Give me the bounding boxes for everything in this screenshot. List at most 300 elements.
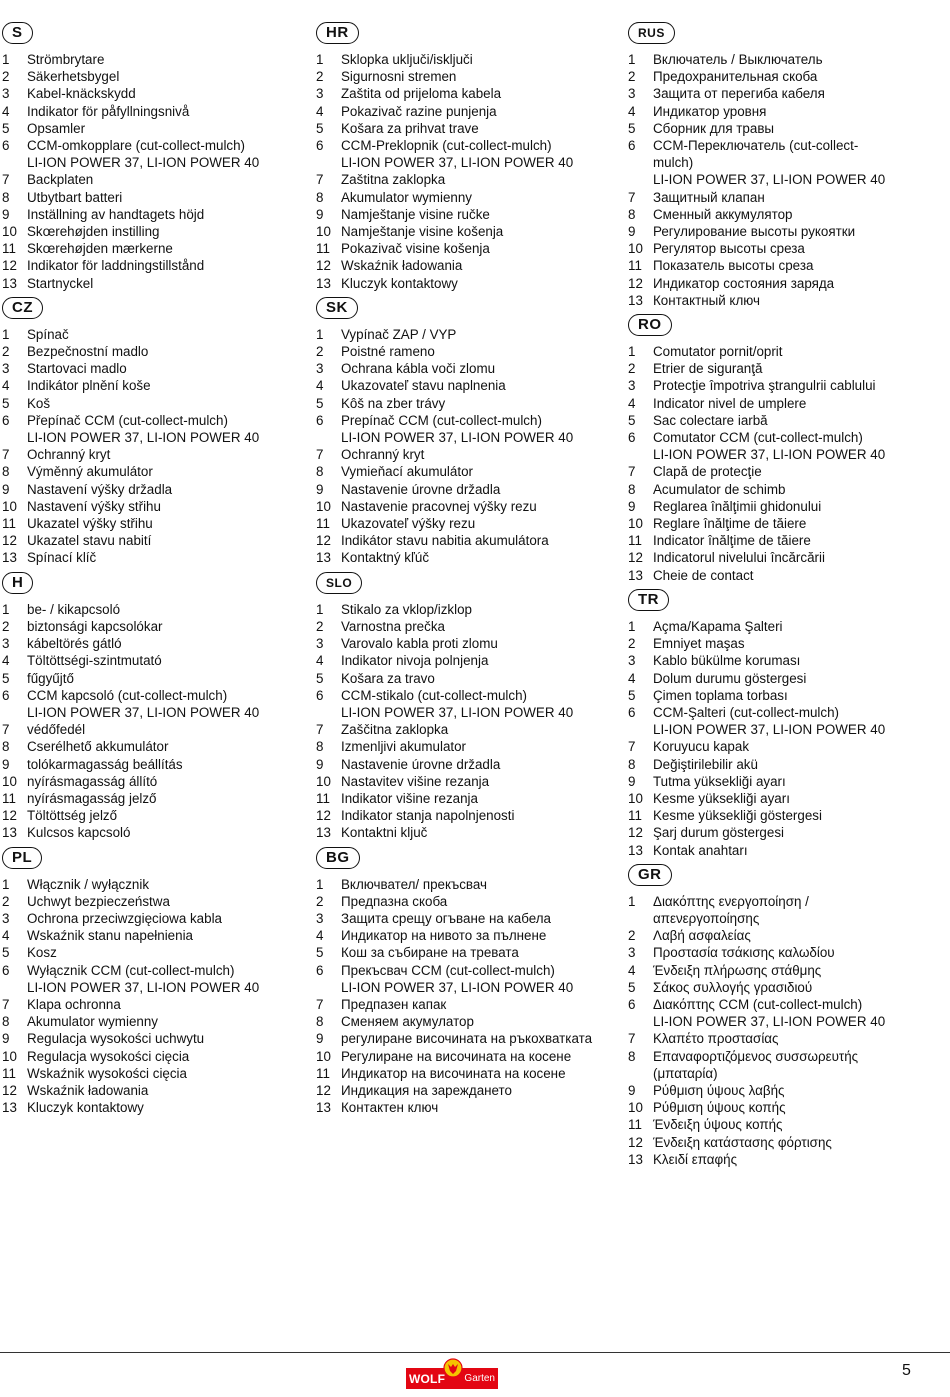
part-label: Dolum durumu göstergesi (653, 670, 807, 686)
part-label: Ένδειξη πλήρωσης στάθμης (653, 962, 822, 978)
part-number: 3 (628, 378, 636, 394)
part-list-item (316, 962, 616, 996)
part-number: 5 (628, 412, 636, 428)
part-number: 12 (316, 533, 331, 549)
wolf-head-icon (443, 1358, 463, 1378)
part-list-item (628, 120, 928, 137)
part-label: Pokazivač visine košenja (341, 241, 490, 257)
part-list-item (316, 120, 616, 137)
part-list-item (316, 412, 616, 446)
part-label: Защитный клапан (653, 189, 765, 205)
part-label: Прекъсвач CCM (cut-collect-mulch) LI-ION POWER 37, LI-ION POWER 40 (341, 962, 574, 995)
column-2 (316, 22, 616, 1121)
part-number: 1 (316, 52, 324, 67)
part-number: 7 (316, 722, 324, 738)
part-number: 12 (628, 825, 643, 841)
language-code-badge: GR (628, 864, 672, 886)
part-list-item (316, 446, 616, 463)
part-list-item (628, 1082, 928, 1099)
part-label: Διακόπτης ενεργοποίηση / απενεργοποίησης (653, 893, 809, 926)
part-label: CCM-omkopplare (cut-collect-mulch) LI-ION POWER 37, LI-ION POWER 40 (27, 138, 260, 171)
part-number: 5 (316, 945, 324, 961)
language-code-badge: S (2, 22, 33, 44)
part-number: 5 (2, 120, 10, 136)
part-label: Защита срещу огъване на кабела (341, 910, 551, 926)
part-label: fűgyűjtő (27, 670, 74, 686)
part-number: 9 (316, 756, 324, 772)
part-label: Reglarea înălţimii ghidonului (653, 498, 822, 514)
part-label: Επαναφορτιζόμενος συσσωρευτής (μπαταρία) (653, 1048, 859, 1081)
part-number: 5 (2, 395, 10, 411)
part-label: Ένδειξη κατάστασης φόρτισης (653, 1134, 832, 1150)
part-list-item (628, 206, 928, 223)
language-section-hr (316, 22, 616, 292)
part-list-item (316, 1048, 616, 1065)
part-number: 11 (628, 808, 642, 824)
part-list-item (316, 326, 616, 343)
part-label: CCM-Переключатель (cut-collect- mulch) LI-ION POWER 37, LI-ION POWER 40 (653, 138, 886, 188)
part-label: Indicator nivel de umplere (653, 395, 807, 411)
part-number: 10 (316, 498, 331, 514)
part-label: Indikator nivoja polnjenja (341, 653, 489, 669)
part-list-item (316, 893, 616, 910)
part-number: 11 (316, 1065, 330, 1081)
part-label: Предохранительная скоба (653, 69, 818, 85)
part-label: Indikátor plnění koše (27, 378, 151, 394)
part-list-item (2, 463, 302, 480)
part-label: Λαβή ασφαλείας (653, 928, 751, 944)
part-number: 10 (2, 498, 17, 514)
part-number: 10 (628, 1100, 643, 1116)
part-label: Кош за събиране на тревата (341, 945, 519, 961)
language-code-badge: H (2, 572, 33, 594)
part-number: 1 (628, 618, 636, 634)
part-label: Kesme yüksekliği ayarı (653, 790, 790, 806)
part-number: 7 (2, 172, 10, 188)
part-list-item (2, 549, 302, 566)
part-number: 8 (628, 481, 636, 497)
part-label: Ένδειξη ύψους κοπής (653, 1117, 783, 1133)
part-label: Cheie de contact (653, 567, 754, 583)
part-number: 10 (2, 1048, 17, 1064)
part-label: Индикатор на нивото за пълнене (341, 928, 547, 944)
part-list-item (2, 652, 302, 669)
part-label: Wskaźnik ładowania (27, 1082, 149, 1098)
language-section-pl (2, 847, 302, 1117)
part-number: 7 (2, 996, 10, 1012)
part-number: 7 (628, 1031, 636, 1047)
part-label: Klapa ochronna (27, 996, 121, 1012)
part-label: Kontak anahtarı (653, 842, 748, 858)
part-number: 2 (628, 636, 636, 652)
part-number: 10 (628, 790, 643, 806)
part-label: Включвател/ прекъсвач (341, 876, 487, 892)
part-list-item (2, 824, 302, 841)
part-label: Clapă de protecţie (653, 464, 762, 480)
part-number: 9 (316, 1031, 324, 1047)
part-number: 5 (628, 120, 636, 136)
part-number: 1 (2, 326, 10, 342)
part-list-item (316, 601, 616, 618)
part-label: Ochranný kryt (341, 447, 425, 463)
part-list-item (2, 910, 302, 927)
part-list-item (2, 1048, 302, 1065)
part-label: Włącznik / wyłącznik (27, 876, 150, 892)
part-number: 3 (628, 945, 636, 961)
part-list-item (2, 515, 302, 532)
part-label: kábeltörés gátló (27, 636, 122, 652)
part-number: 9 (628, 1082, 636, 1098)
part-label: Pokazivač razine punjenja (341, 103, 497, 119)
part-label: Poistné rameno (341, 344, 435, 360)
part-label: Bezpečnostní madlo (27, 344, 149, 360)
part-number: 13 (628, 1151, 643, 1167)
part-label: Сборник для травы (653, 120, 775, 136)
part-list-item (2, 944, 302, 961)
part-list-item (628, 377, 928, 394)
part-list-item (316, 532, 616, 549)
language-section-gr (628, 864, 928, 1168)
part-list-item (628, 962, 928, 979)
part-list-item (2, 171, 302, 188)
part-list-item (2, 807, 302, 824)
part-list-item (316, 1099, 616, 1116)
part-label: Akumulator wymienny (341, 189, 472, 205)
part-list-item (316, 1065, 616, 1082)
part-label: Regulacja wysokości cięcia (27, 1048, 190, 1064)
part-list-item (316, 481, 616, 498)
part-label: Nastavenie úrovne držadla (341, 481, 501, 497)
part-number: 4 (316, 653, 324, 669)
part-number: 4 (628, 670, 636, 686)
part-number: 4 (2, 928, 10, 944)
part-list-item (628, 824, 928, 841)
part-list-item (628, 1048, 928, 1082)
part-list-item (628, 360, 928, 377)
part-list-item (628, 773, 928, 790)
part-number: 2 (2, 893, 10, 909)
part-list-item (628, 927, 928, 944)
part-number: 2 (316, 893, 324, 909)
part-list-item (628, 343, 928, 360)
part-label: biztonsági kapcsolókar (27, 618, 163, 634)
language-section-slo (316, 572, 616, 842)
part-list-item (2, 893, 302, 910)
part-number: 9 (2, 481, 10, 497)
part-number: 13 (2, 275, 17, 291)
part-list-item (628, 842, 928, 859)
part-label: tolókarmagasság beállítás (27, 756, 183, 772)
part-label: Indikator višine rezanja (341, 790, 478, 806)
part-label: Skœrehøjden instilling (27, 224, 160, 240)
logo-wolf-text: WOLF (409, 1371, 446, 1386)
part-number: 7 (628, 739, 636, 755)
part-list-item (628, 756, 928, 773)
part-label: Sklopka uključi/isključi (341, 52, 473, 67)
part-number: 12 (2, 808, 17, 824)
part-number: 1 (316, 601, 324, 617)
part-label: Izmenljivi akumulator (341, 739, 467, 755)
part-label: Sac colectare iarbă (653, 412, 768, 428)
part-label: Indikator stanja napolnjenosti (341, 808, 515, 824)
part-label: Nastavenie pracovnej výšky rezu (341, 498, 537, 514)
part-number: 11 (2, 1065, 16, 1081)
part-list-item (2, 1013, 302, 1030)
part-number: 4 (2, 378, 10, 394)
part-list-item (2, 223, 302, 240)
part-label: Sigurnosni stremen (341, 69, 457, 85)
part-number: 2 (628, 361, 636, 377)
part-number: 7 (628, 189, 636, 205)
part-number: 4 (316, 378, 324, 394)
part-number: 8 (2, 739, 10, 755)
part-list-item (316, 343, 616, 360)
part-label: Kosz (27, 945, 57, 961)
part-number: 7 (2, 447, 10, 463)
part-label: Kontaktný kľúč (341, 550, 430, 566)
part-label: Výměnný akumulátor (27, 464, 153, 480)
language-section-bg (316, 847, 616, 1117)
part-list-item (316, 738, 616, 755)
part-label: be- / kikapcsoló (27, 601, 121, 617)
part-list-item (316, 618, 616, 635)
part-number: 7 (2, 722, 10, 738)
part-list-item (2, 618, 302, 635)
part-list-item (628, 85, 928, 102)
part-list-item (316, 721, 616, 738)
language-code-badge: CZ (2, 297, 43, 319)
part-number: 13 (316, 275, 331, 291)
part-number: 13 (628, 567, 643, 583)
part-list-item (316, 807, 616, 824)
part-number: 9 (2, 756, 10, 772)
part-list-item (316, 1082, 616, 1099)
part-number: 12 (2, 258, 17, 274)
language-section-h (2, 572, 302, 842)
part-label: Сменный аккумулятор (653, 206, 793, 222)
part-list-item (2, 1030, 302, 1047)
part-list-item (2, 240, 302, 257)
part-label: Indikátor stavu nabitia akumulátora (341, 533, 549, 549)
part-list-item (2, 395, 302, 412)
part-number: 8 (628, 756, 636, 772)
part-number: 13 (316, 1100, 331, 1116)
part-label: Индикация на зареждането (341, 1082, 512, 1098)
part-list-item (316, 498, 616, 515)
part-label: Ukazatel stavu nabití (27, 533, 152, 549)
part-list-item (2, 120, 302, 137)
part-list-item (316, 635, 616, 652)
part-list-item (2, 257, 302, 274)
part-list-item (628, 429, 928, 463)
part-list-item (2, 687, 302, 721)
part-label: Ukazovateľ výšky rezu (341, 516, 476, 532)
part-label: Inställning av handtagets höjd (27, 206, 205, 222)
part-label: Comutator CCM (cut-collect-mulch) LI-ION POWER 37, LI-ION POWER 40 (653, 430, 886, 463)
part-number: 11 (2, 241, 16, 257)
part-number: 5 (316, 670, 324, 686)
part-list-item (628, 1151, 928, 1168)
part-list-item (628, 103, 928, 120)
part-list-item (628, 395, 928, 412)
part-list-item (2, 275, 302, 292)
part-list-item (316, 876, 616, 893)
part-label: Töltöttség jelző (27, 808, 118, 824)
language-code-badge: SLO (316, 572, 362, 594)
part-label: Zaštitna zaklopka (341, 172, 446, 188)
part-label: Индикатор уровня (653, 103, 767, 119)
part-list-item (2, 206, 302, 223)
logo-garten-text: Garten (464, 1373, 495, 1384)
part-label: Nastavení výšky střihu (27, 498, 161, 514)
part-label: Varovalo kabla proti zlomu (341, 636, 498, 652)
part-label: Cserélhető akkumulátor (27, 739, 169, 755)
part-label: Backplaten (27, 172, 94, 188)
part-number: 1 (628, 344, 636, 360)
part-number: 6 (316, 687, 324, 703)
part-label: Tutma yüksekliği ayarı (653, 773, 786, 789)
part-label: Vypínač ZAP / VYP (341, 326, 457, 342)
part-list-item (2, 343, 302, 360)
part-list-item (2, 326, 302, 343)
part-list-item (2, 51, 302, 68)
part-label: Spínací klíč (27, 550, 97, 566)
part-label: Wskaźnik stanu napełnienia (27, 928, 193, 944)
part-label: Ochrona przeciwzgięciowa kabla (27, 910, 223, 926)
part-number: 11 (316, 241, 330, 257)
part-label: Indikator för påfyllningsnivå (27, 103, 190, 119)
part-label: Košara za travo (341, 670, 435, 686)
part-list-item (316, 68, 616, 85)
part-list-item (628, 51, 928, 68)
part-number: 3 (628, 653, 636, 669)
part-label: CCM kapcsoló (cut-collect-mulch) LI-ION POWER 37, LI-ION POWER 40 (27, 687, 260, 720)
wolf-garten-logo (406, 1368, 498, 1389)
part-number: 13 (628, 292, 643, 308)
part-list-item (2, 756, 302, 773)
part-number: 6 (316, 962, 324, 978)
part-label: Indicator înălţime de tăiere (653, 533, 811, 549)
language-section-sk (316, 297, 616, 567)
part-list-item (2, 670, 302, 687)
part-number: 6 (628, 704, 636, 720)
part-number: 7 (316, 172, 324, 188)
part-label: Регулирование высоты рукоятки (653, 224, 856, 240)
part-number: 9 (316, 481, 324, 497)
language-code-badge: RO (628, 314, 672, 336)
part-label: Prepínač CCM (cut-collect-mulch) LI-ION POWER 37, LI-ION POWER 40 (341, 412, 574, 446)
part-list-item (2, 377, 302, 394)
part-list-item (2, 498, 302, 515)
part-label: Индикатор состояния заряда (653, 275, 835, 291)
part-label: Şarj durum göstergesi (653, 825, 784, 841)
part-label: Διακόπτης CCM (cut-collect-mulch) LI-ION POWER 37, LI-ION POWER 40 (653, 996, 886, 1030)
part-list-item (628, 223, 928, 240)
part-label: Ukazatel výšky střihu (27, 516, 153, 532)
part-number: 4 (628, 103, 636, 119)
part-list-item (316, 790, 616, 807)
part-list-item (2, 103, 302, 120)
part-label: Ukazovateľ stavu naplnenia (341, 378, 506, 394)
language-section-cz (2, 297, 302, 567)
part-number: 6 (628, 430, 636, 446)
part-list-item (2, 137, 302, 171)
part-list-item (628, 979, 928, 996)
part-number: 2 (2, 344, 10, 360)
part-list-item (316, 137, 616, 171)
part-number: 1 (316, 876, 324, 892)
part-list-item (628, 532, 928, 549)
part-number: 8 (316, 189, 324, 205)
part-list-item (316, 515, 616, 532)
part-label: Регулятор высоты среза (653, 241, 805, 257)
part-list-item (2, 876, 302, 893)
part-number: 8 (2, 464, 10, 480)
part-list-item (628, 1116, 928, 1133)
part-list-item (628, 1134, 928, 1151)
part-label: Regulacja wysokości uchwytu (27, 1031, 205, 1047)
part-list-item (2, 773, 302, 790)
part-number: 7 (316, 447, 324, 463)
part-number: 6 (628, 138, 636, 154)
part-number: 2 (2, 69, 10, 85)
part-list-item (316, 670, 616, 687)
page-number: 5 (902, 1362, 911, 1379)
part-label: Koš (27, 395, 51, 411)
part-list-item (316, 996, 616, 1013)
part-number: 6 (2, 412, 10, 428)
part-number: 8 (628, 1048, 636, 1064)
part-number: 2 (628, 69, 636, 85)
part-number: 6 (2, 962, 10, 978)
part-label: Açma/Kapama Şalteri (653, 618, 783, 634)
part-number: 5 (628, 979, 636, 995)
part-number: 10 (316, 1048, 331, 1064)
part-number: 5 (316, 395, 324, 411)
part-label: Strömbrytare (27, 52, 105, 67)
column-1 (2, 22, 302, 1121)
part-number: 10 (2, 773, 17, 789)
part-list-item (316, 189, 616, 206)
part-list-item (316, 360, 616, 377)
part-number: 1 (2, 601, 10, 617)
part-label: Kulcsos kapcsoló (27, 825, 131, 841)
part-list-item (316, 395, 616, 412)
language-code-badge: PL (2, 847, 42, 869)
part-label: Ochranný kryt (27, 447, 111, 463)
part-label: nyírásmagasság állító (27, 773, 158, 789)
part-number: 13 (2, 1100, 17, 1116)
part-label: Zaščitna zaklopka (341, 722, 449, 738)
language-code-badge: BG (316, 847, 360, 869)
part-list-item (2, 1099, 302, 1116)
part-label: Wskaźnik ładowania (341, 258, 463, 274)
part-list-item (2, 85, 302, 102)
part-label: Σάκος συλλογής γρασιδιού (653, 979, 813, 995)
part-label: Vymieňací akumulátor (341, 464, 473, 480)
part-label: Çimen toplama torbası (653, 687, 788, 703)
part-number: 8 (2, 189, 10, 205)
part-number: 12 (628, 550, 643, 566)
part-label: Nastavitev višine rezanja (341, 773, 490, 789)
part-label: CCM-Preklopnik (cut-collect-mulch) LI-ION POWER 37, LI-ION POWER 40 (341, 138, 574, 171)
part-label: Kontaktni ključ (341, 825, 428, 841)
part-list-item (628, 567, 928, 584)
part-label: Indikator för laddningstillstånd (27, 258, 205, 274)
language-code-badge: TR (628, 589, 669, 611)
part-list-item (628, 652, 928, 669)
part-label: Nastavení výšky držadla (27, 481, 173, 497)
